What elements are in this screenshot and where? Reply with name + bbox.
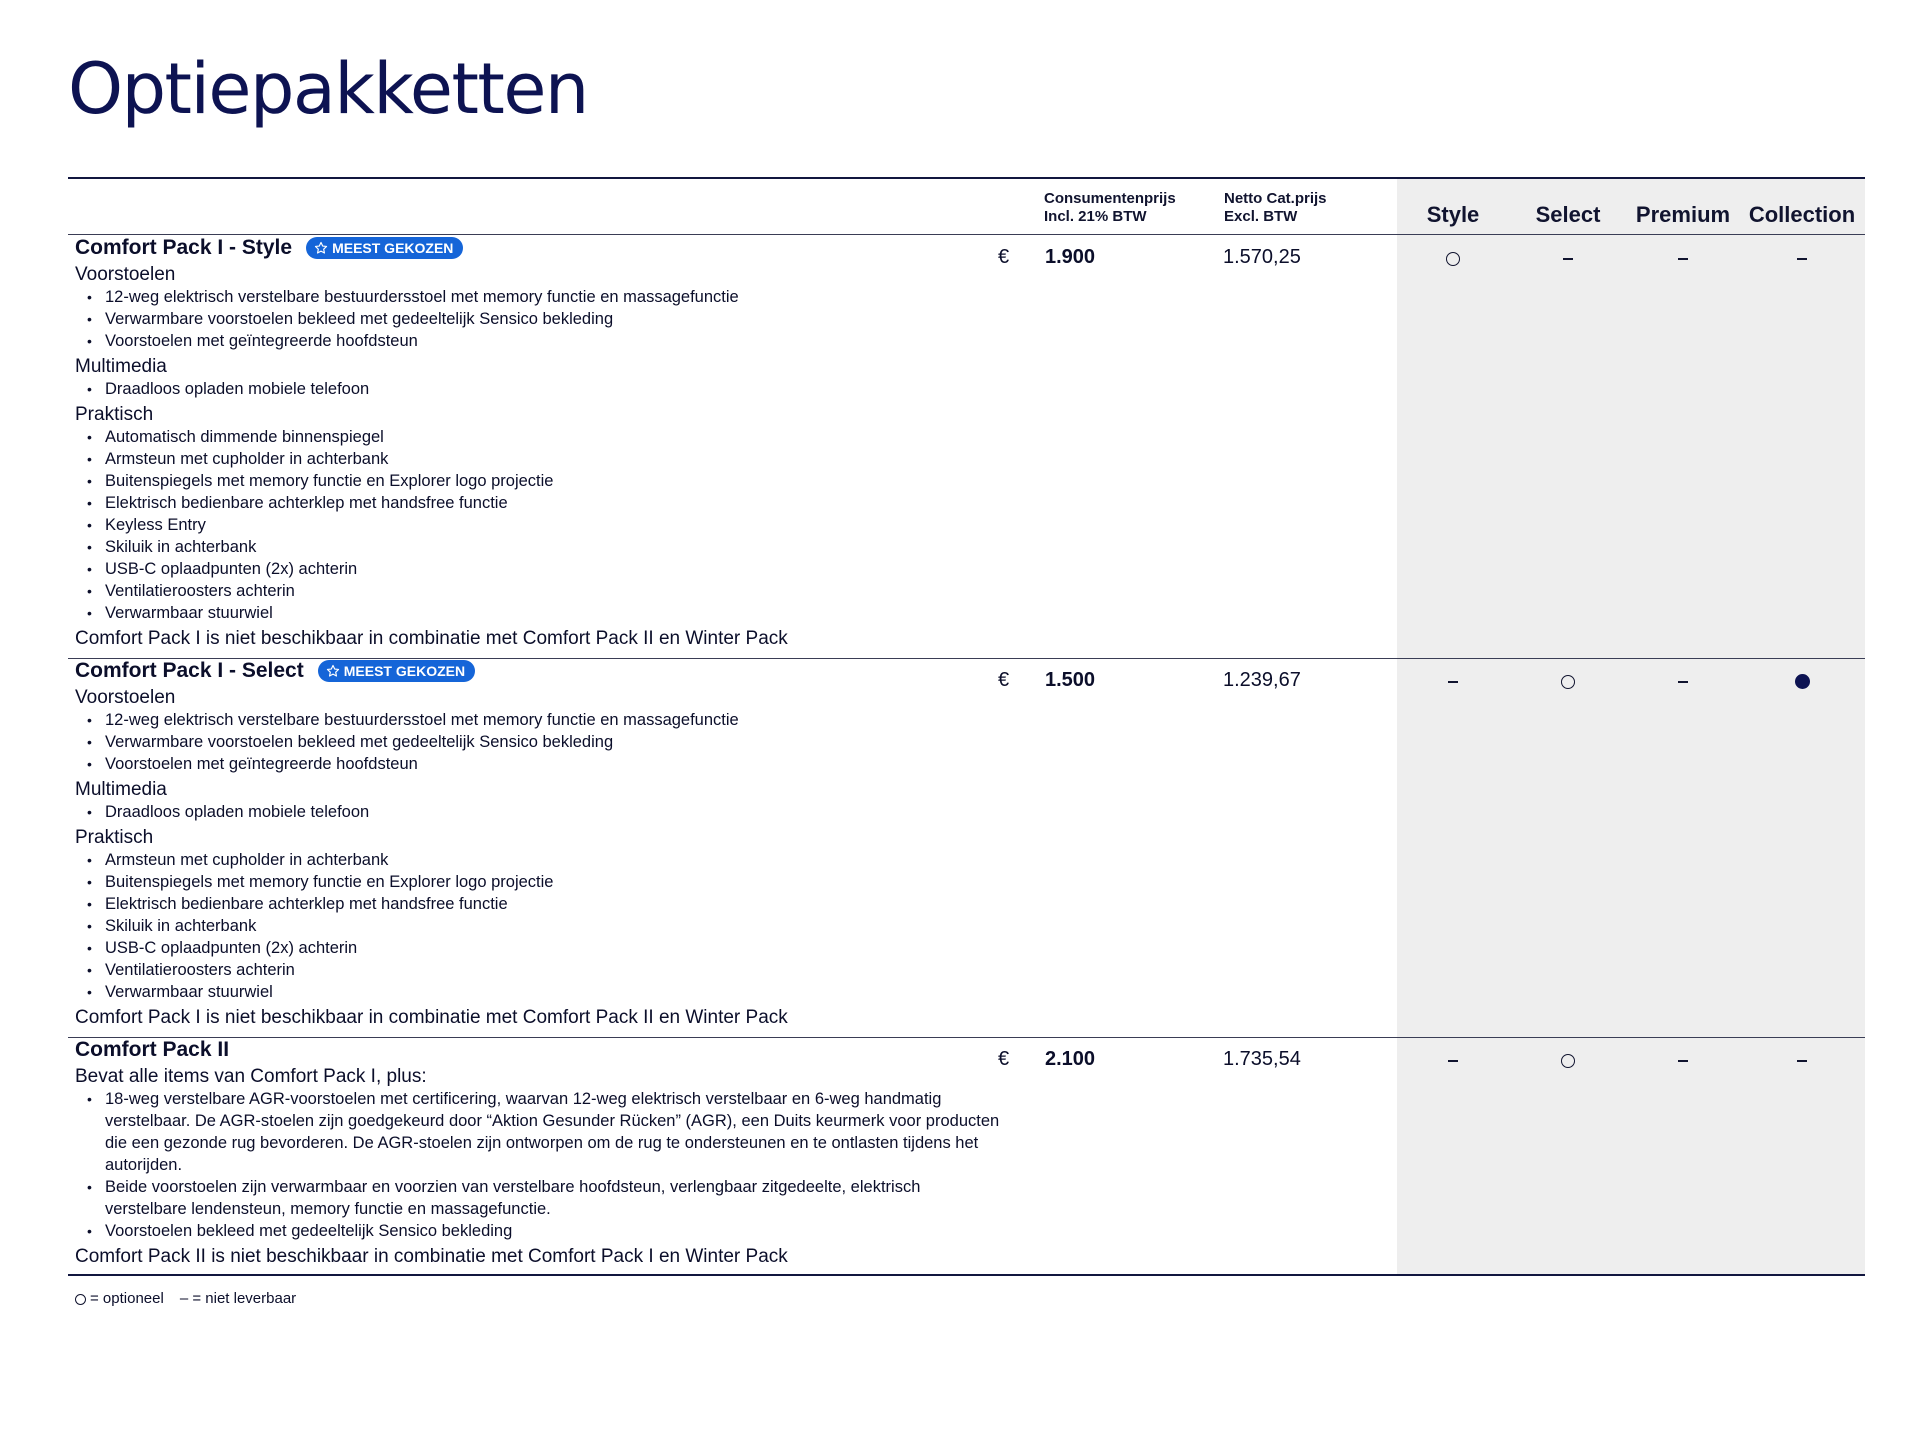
legend-na: – = niet leverbaar	[179, 1290, 297, 1307]
feature-item: • Verwarmbaar stuurwiel	[75, 602, 1005, 624]
pack-name-text: Comfort Pack I - Select	[75, 659, 304, 682]
feature-item: • Voorstoelen met geïntegreerde hoofdsteun	[75, 753, 1005, 775]
top-rule	[68, 177, 1865, 179]
currency-symbol: €	[998, 669, 1010, 691]
feature-item: • Verwarmbaar stuurwiel	[75, 981, 1005, 1003]
feature-list	[75, 426, 1005, 624]
page-title: Optiepakketten	[68, 48, 588, 130]
feature-item: • Beide voorstoelen zijn verwarmbaar en voorzien van verstelbare hoofdsteun, verlengbaar zitgedeelte, elektrisch verstelbare lendensteun, memory functie en massagefunctie.	[75, 1176, 1005, 1220]
pack-name-text: Comfort Pack II	[75, 1038, 230, 1061]
feature-item: • Automatisch dimmende binnenspiegel	[75, 426, 1005, 448]
legend-optional-text: = optioneel	[90, 1290, 164, 1307]
not-available-dash-icon-style	[1443, 671, 1463, 691]
pack-contents	[75, 262, 1005, 650]
category-heading: Voorstoelen	[75, 264, 176, 285]
optional-circle-icon	[75, 1294, 86, 1305]
header-rule	[68, 234, 1865, 235]
optional-circle-icon-select	[1558, 671, 1578, 691]
consumer-price-header-line2: Incl. 21% BTW	[1044, 208, 1147, 225]
standard-dot-icon-collection	[1792, 671, 1812, 691]
feature-item: • 12-weg elektrisch verstelbare bestuurdersstoel met memory functie en massagefunctie	[75, 286, 1005, 308]
feature-item: • Skiluik in achterbank	[75, 536, 1005, 558]
category-heading: Voorstoelen	[75, 687, 176, 708]
pack-contents	[75, 1064, 1005, 1268]
trim-header-select: Select	[1535, 202, 1601, 227]
most-chosen-badge	[306, 237, 463, 259]
legend-optional	[75, 1290, 164, 1307]
feature-item: • 12-weg elektrisch verstelbare bestuurdersstoel met memory functie en massagefunctie	[75, 709, 1005, 731]
netto-price: 1.239,67	[1223, 669, 1301, 691]
badge-label: MEEST GEKOZEN	[332, 240, 454, 256]
feature-list	[75, 709, 1005, 775]
netto-price: 1.735,54	[1223, 1048, 1301, 1070]
feature-item: • USB-C oplaadpunten (2x) achterin	[75, 558, 1005, 580]
trim-header-collection: Collection	[1748, 202, 1856, 227]
feature-list	[75, 286, 1005, 352]
not-available-dash-icon-style	[1443, 1050, 1463, 1070]
pack-contents	[75, 685, 1005, 1029]
feature-item: • Skiluik in achterbank	[75, 915, 1005, 937]
pack-name-text: Comfort Pack I - Style	[75, 236, 293, 259]
trim-columns-background	[1397, 178, 1865, 1275]
badge-label: MEEST GEKOZEN	[343, 663, 466, 679]
feature-item: • Armsteun met cupholder in achterbank	[75, 849, 1005, 871]
not-available-dash-icon-select	[1558, 248, 1578, 268]
feature-list	[75, 801, 1005, 823]
not-available-dash-icon-premium	[1673, 1050, 1693, 1070]
pack-note: Comfort Pack I is niet beschikbaar in combinatie met Comfort Pack II en Winter Pack	[75, 628, 788, 649]
legend	[75, 1290, 296, 1307]
star-icon	[326, 664, 340, 678]
feature-item: • Elektrisch bedienbare achterklep met handsfree functie	[75, 492, 1005, 514]
feature-item: • Ventilatieroosters achterin	[75, 580, 1005, 602]
optional-circle-icon-style	[1443, 248, 1463, 268]
most-chosen-badge	[318, 660, 475, 682]
category-heading: Praktisch	[75, 827, 154, 848]
feature-item: • Draadloos opladen mobiele telefoon	[75, 378, 1005, 400]
feature-item: • Buitenspiegels met memory functie en Explorer logo projectie	[75, 871, 1005, 893]
feature-list	[75, 849, 1005, 1003]
feature-item: • Buitenspiegels met memory functie en Explorer logo projectie	[75, 470, 1005, 492]
category-heading: Praktisch	[75, 404, 154, 425]
feature-list	[75, 1088, 1005, 1242]
not-available-dash-icon-premium	[1673, 248, 1693, 268]
feature-item: • Elektrisch bedienbare achterklep met handsfree functie	[75, 893, 1005, 915]
feature-item: • Voorstoelen bekleed met gedeeltelijk Sensico bekleding	[75, 1220, 1005, 1242]
feature-item: • Ventilatieroosters achterin	[75, 959, 1005, 981]
consumer-price: 1.500	[1045, 669, 1096, 691]
feature-item: • Keyless Entry	[75, 514, 1005, 536]
row-separator	[68, 1037, 1865, 1038]
feature-item: • Verwarmbare voorstoelen bekleed met gedeeltelijk Sensico bekleding	[75, 731, 1005, 753]
row-separator	[68, 658, 1865, 659]
pack-note: Comfort Pack II is niet beschikbaar in combinatie met Comfort Pack I en Winter Pack	[75, 1246, 788, 1267]
feature-item: • USB-C oplaadpunten (2x) achterin	[75, 937, 1005, 959]
feature-item: • 18-weg verstelbare AGR-voorstoelen met certificering, waarvan 12-weg elektrisch verstelbaar en 6-weg handmatig verstelbaar. De AGR-stoelen zijn goedgekeurd door “Aktion Gesunder Rücken” (AGR), een Duits keurmerk voor producten die een gezonde rug bevorderen. De AGR-stoelen zijn ontworpen om de rug te ondersteunen en te ontlasten tijdens het autorijden.	[75, 1088, 1005, 1176]
not-available-dash-icon-collection	[1792, 248, 1812, 268]
consumer-price: 1.900	[1045, 246, 1096, 268]
not-available-dash-icon-collection	[1792, 1050, 1812, 1070]
category-heading: Multimedia	[75, 779, 167, 800]
pack-name	[75, 659, 475, 683]
pack-name	[75, 1038, 229, 1062]
netto-price-header	[1224, 190, 1327, 226]
not-available-dash-icon-premium	[1673, 671, 1693, 691]
trim-header-premium: Premium	[1635, 202, 1731, 227]
feature-item: • Armsteun met cupholder in achterbank	[75, 448, 1005, 470]
bottom-rule	[68, 1274, 1865, 1276]
currency-symbol: €	[998, 246, 1010, 268]
trim-header-style: Style	[1426, 202, 1480, 227]
consumer-price-header	[1044, 190, 1176, 226]
netto-price-header-line2: Excl. BTW	[1224, 208, 1298, 225]
currency-symbol: €	[998, 1048, 1010, 1070]
category-heading: Multimedia	[75, 356, 167, 377]
consumer-price-header-line1: Consumentenprijs	[1044, 190, 1176, 207]
pack-intro: Bevat alle items van Comfort Pack I, plus:	[75, 1066, 427, 1087]
pack-note: Comfort Pack I is niet beschikbaar in combinatie met Comfort Pack II en Winter Pack	[75, 1007, 788, 1028]
netto-price: 1.570,25	[1223, 246, 1301, 268]
netto-price-header-line1: Netto Cat.prijs	[1224, 190, 1327, 207]
feature-list	[75, 378, 1005, 400]
consumer-price: 2.100	[1045, 1048, 1096, 1070]
pack-name	[75, 236, 463, 260]
optional-circle-icon-select	[1558, 1050, 1578, 1070]
feature-item: • Voorstoelen met geïntegreerde hoofdsteun	[75, 330, 1005, 352]
feature-item: • Verwarmbare voorstoelen bekleed met gedeeltelijk Sensico bekleding	[75, 308, 1005, 330]
feature-item: • Draadloos opladen mobiele telefoon	[75, 801, 1005, 823]
star-icon	[314, 241, 328, 255]
